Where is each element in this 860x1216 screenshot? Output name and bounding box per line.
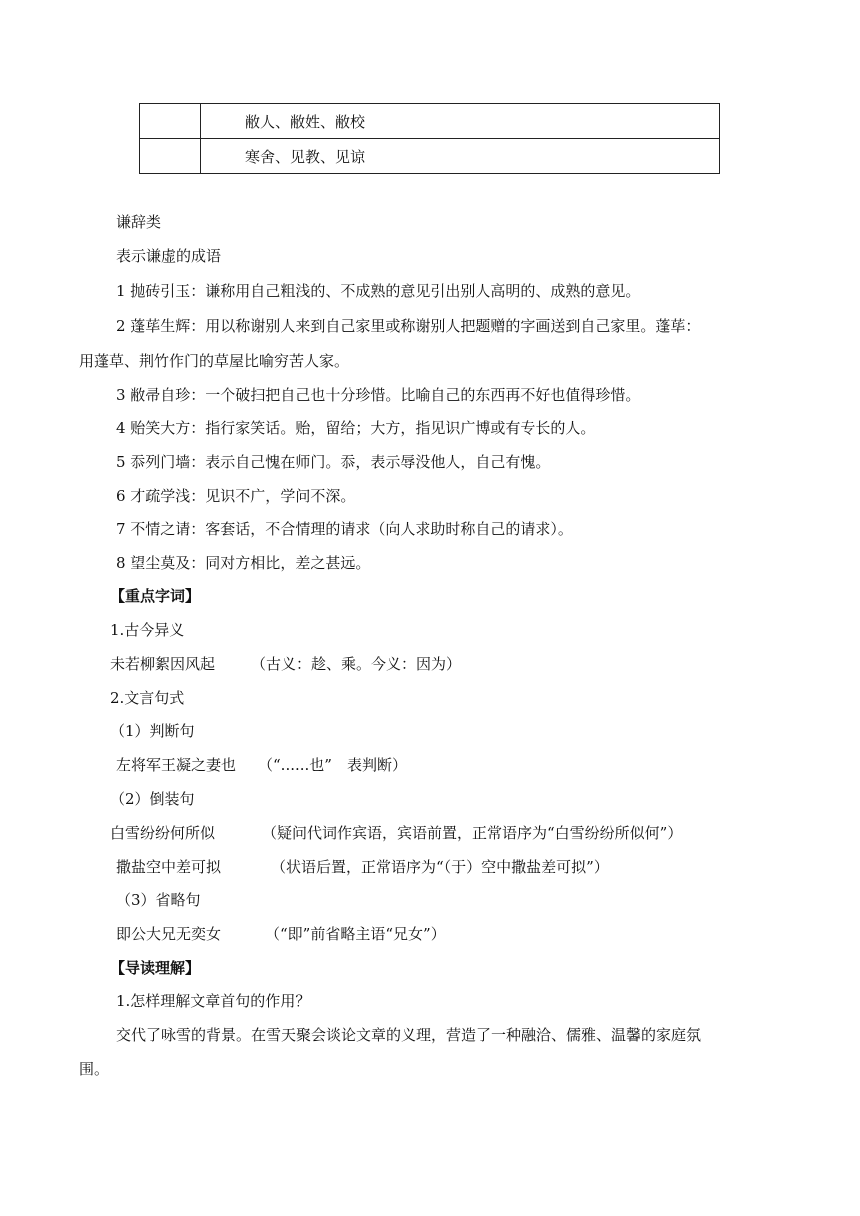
table-row <box>140 104 720 139</box>
idiom-item-continued: 用蓬草、荆竹作门的草屋比喻穷苦人家。 <box>79 352 350 370</box>
table-row <box>140 139 720 174</box>
example-line <box>110 823 682 843</box>
sentence-type: （2）倒装句 <box>110 790 195 808</box>
idiom-item: 2 蓬荜生辉：用以称谢别人来到自己家里或称谢别人把题赠的字画送到自己家里。蓬荜： <box>116 317 701 335</box>
idiom-item: 5 忝列门墙：表示自己愧在师门。忝，表示辱没他人，自己有愧。 <box>116 453 551 471</box>
section-title: 谦辞类 <box>116 213 162 231</box>
example-text: 左将军王凝之妻也 <box>116 756 237 774</box>
example-line <box>116 755 407 775</box>
example-text: 白雪纷纷何所似 <box>110 824 216 842</box>
example-note: （“即”前省略主语“兄女”） <box>265 925 446 943</box>
table-cell-label <box>140 139 201 174</box>
keywords-subheading: 1.古今异义 <box>110 621 185 639</box>
reading-question: 1.怎样理解文章首句的作用？ <box>116 992 311 1010</box>
idiom-item: 3 敝帚自珍：一个破扫把自己也十分珍惜。比喻自己的东西再不好也值得珍惜。 <box>116 386 641 404</box>
example-note: （“......也” 表判断） <box>258 756 407 774</box>
table-cell-content: 敝人、敝姓、敝校 <box>201 104 720 139</box>
table-cell-label <box>140 104 201 139</box>
idiom-item: 4 贻笑大方：指行家笑话。贻，留给；大方，指见识广博或有专长的人。 <box>116 419 596 437</box>
idiom-item: 6 才疏学浅：见识不广，学问不深。 <box>116 487 356 505</box>
example-note: （疑问代词作宾语，宾语前置，正常语序为“白雪纷纷所似何”） <box>262 824 683 842</box>
keywords-subheading: 2.文言句式 <box>110 689 185 707</box>
example-line <box>110 654 461 674</box>
example-text: 撒盐空中差可拟 <box>116 858 222 876</box>
example-line <box>116 924 446 944</box>
idiom-item: 8 望尘莫及：同对方相比，差之甚远。 <box>116 554 371 572</box>
keywords-heading: 【重点字词】 <box>110 587 201 605</box>
sentence-type: （1）判断句 <box>110 722 195 740</box>
example-text: 未若柳絮因风起 <box>110 655 216 673</box>
table-cell-content: 寒舍、见教、见谅 <box>201 139 720 174</box>
phrase-table <box>139 103 720 174</box>
idiom-item: 7 不情之请：客套话，不合情理的请求（向人求助时称自己的请求）。 <box>116 520 573 538</box>
reading-answer-continued: 围。 <box>79 1060 110 1078</box>
idiom-item: 1 抛砖引玉：谦称用自己粗浅的、不成熟的意见引出别人高明的、成熟的意见。 <box>116 282 641 300</box>
section-subtitle: 表示谦虚的成语 <box>116 247 222 265</box>
example-text: 即公大兄无奕女 <box>116 925 222 943</box>
sentence-type: （3）省略句 <box>116 891 201 909</box>
example-note: （古义：趁、乘。今义：因为） <box>251 655 462 673</box>
example-line <box>116 857 609 877</box>
reading-heading: 【导读理解】 <box>110 959 201 977</box>
reading-answer: 交代了咏雪的背景。在雪天聚会谈论文章的义理，营造了一种融洽、儒雅、温馨的家庭氛 <box>116 1026 702 1044</box>
example-note: （状语后置，正常语序为“（于）空中撒盐差可拟”） <box>271 858 609 876</box>
